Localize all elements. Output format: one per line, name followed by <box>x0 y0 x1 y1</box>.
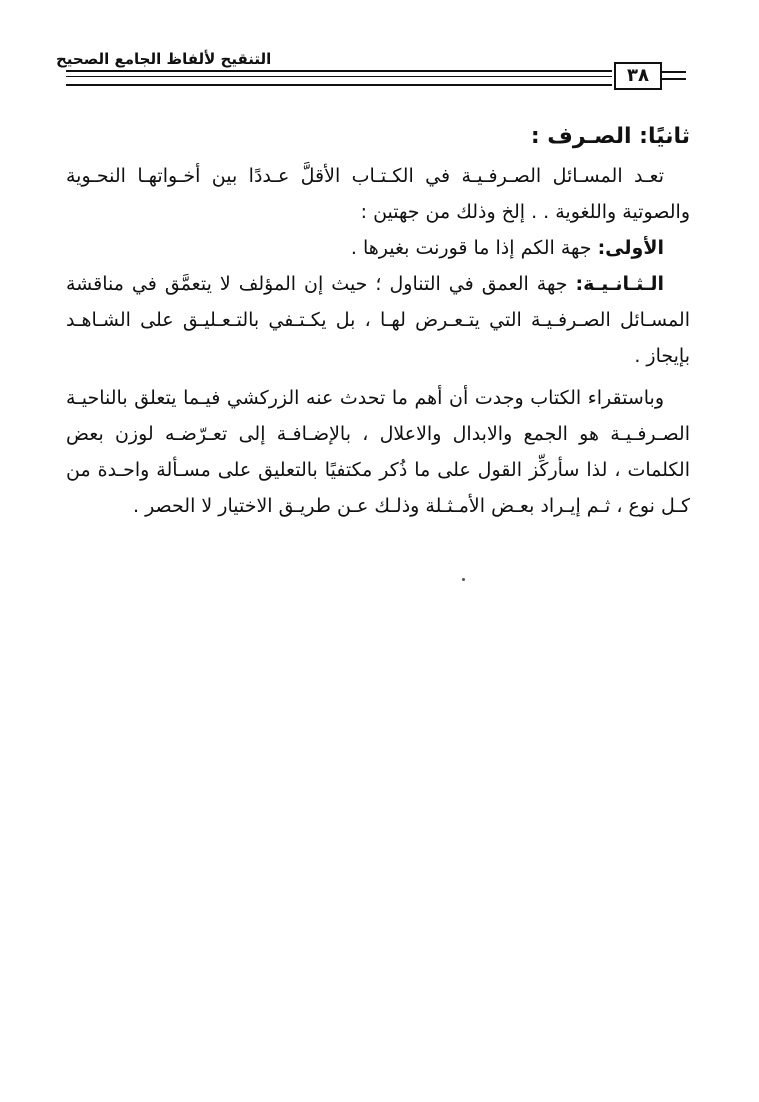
section-heading: ثانيًا: الصـرف : <box>530 124 690 149</box>
header-rule-right-bottom <box>662 78 686 80</box>
point-two-text: جهة العمق في التناول ؛ حيث إن المؤلف لا يتعمَّق في مناقشة المسـائل الصـرفـيـة التي يتـعـرض لهـا ، بل يكـتـفي بالتـعـليـق على الشـاهـد بإيجاز . <box>66 273 690 367</box>
header-rule-top <box>66 70 612 72</box>
page-body <box>66 118 690 524</box>
header-rule-right-top <box>662 71 686 73</box>
header-rule-bottom <box>66 84 612 86</box>
point-one-label: الأولى: <box>597 237 664 259</box>
point-two-paragraph <box>66 266 690 374</box>
point-one-text: جهة الكم إذا ما قورنت بغيرها . <box>350 237 598 259</box>
page-number: ٣٨ <box>614 62 662 90</box>
point-one-paragraph <box>66 230 690 266</box>
header-rule-middle <box>66 76 612 77</box>
point-two-label: الـثـانـيـة: <box>575 273 664 295</box>
running-title: التنقيح لألفاظ الجامع الصحيح <box>56 50 272 68</box>
closing-paragraph: وباستقراء الكتاب وجدت أن أهم ما تحدث عنه الزركشي فيـما يتعلق بالناحيـة الصـرفـيـة هو الجمع والابدال والاعلال ، بالإضـافـة إلى تعـرّضـه لوزن بعض الكلمات ، لذا سأركِّز القول على ما ذُكر مكتفيًا بالتعليق على مسـألة واحـدة من كـل نوع ، ثـم إيـراد بعـض الأمـثـلة وذلـك عـن طريـق الاختيار لا الحصر . <box>66 387 690 517</box>
page-speck <box>462 578 465 581</box>
intro-paragraph: تعـد المسـائل الصـرفـيـة في الكـتـاب الأقلَّ عـددًا بين أخـواتهـا النحـوية والصوتية واللغوية . . إلخ وذلك من جهتين : <box>66 165 690 223</box>
